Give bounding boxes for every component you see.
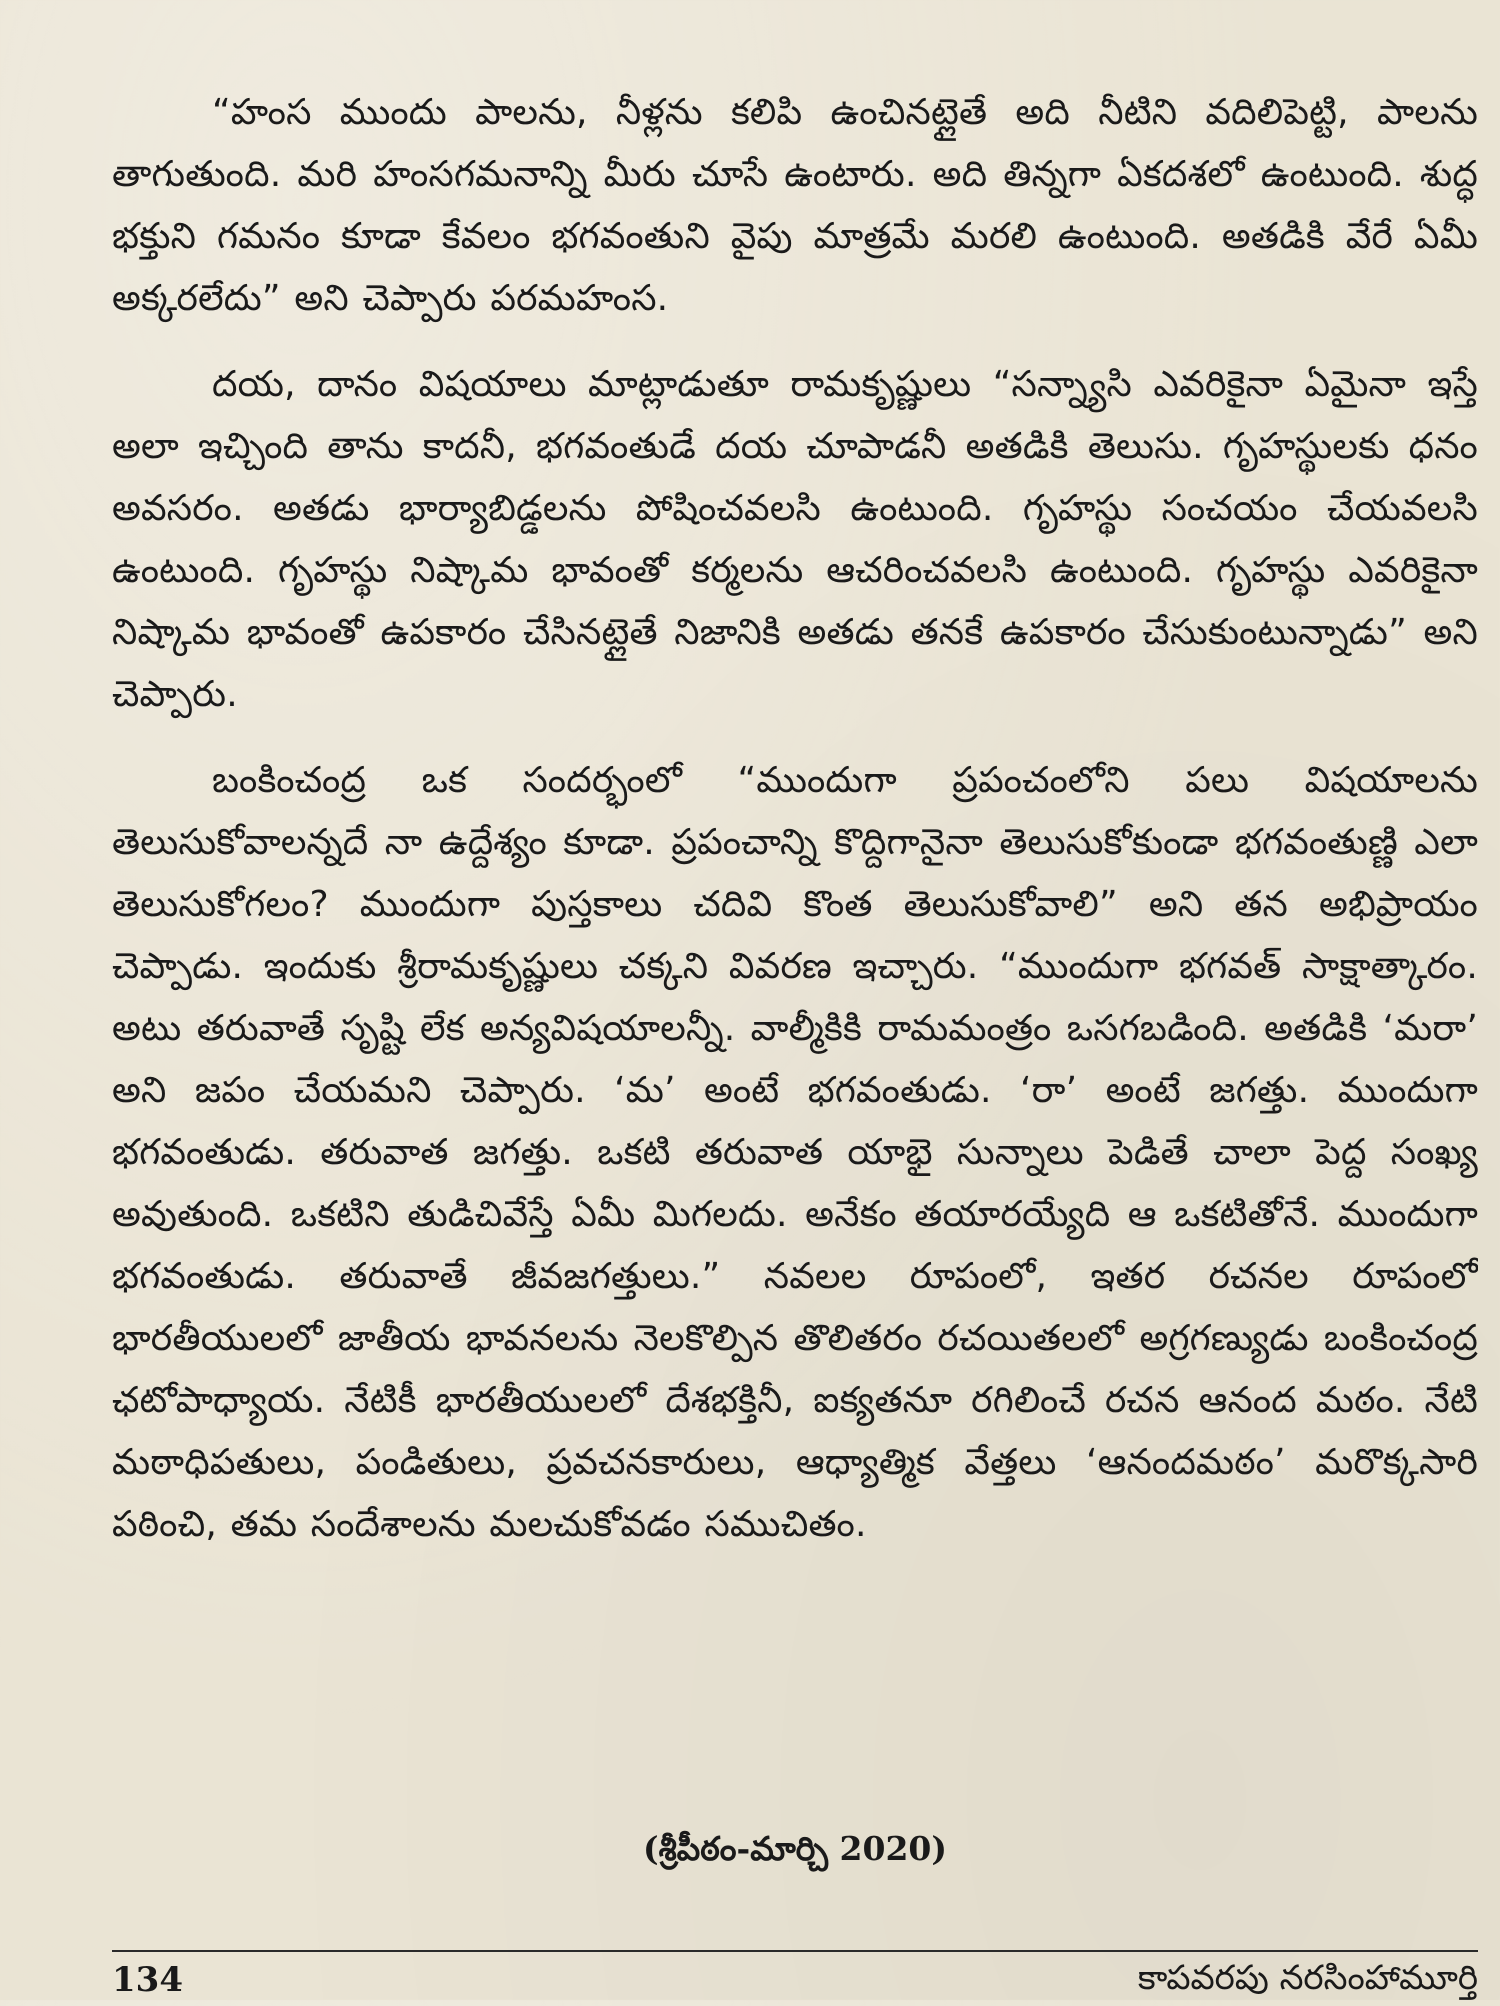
footer-divider (112, 1950, 1478, 1952)
paragraph-hamsa: “హంస ముందు పాలను, నీళ్లను కలిపి ఉంచినట్లైతే అది నీటిని వదిలిపెట్టి, పాలను తాగుతుంది. మరి హంసగమనాన్ని మీరు చూసే ఉంటారు. అది తిన్నగా ఏకదశలో ఉంటుంది. శుద్ధ భక్తుని గమనం కూడా కేవలం భగవంతుని వైపు మాత్రమే మరలి ఉంటుంది. అతడికి వేరే ఏమీ అక్కరలేదు” అని చెప్పారు పరమహంస. (112, 92, 1478, 319)
paragraph-daya-danam: దయ, దానం విషయాలు మాట్లాడుతూ రామకృష్ణులు “సన్న్యాసి ఎవరికైనా ఏమైనా ఇస్తే అలా ఇచ్చింది తాను కాదనీ, భగవంతుడే దయ చూపాడనీ అతడికి తెలుసు. గృహస్థులకు ధనం అవసరం. అతడు భార్యాబిడ్డలను పోషించవలసి ఉంటుంది. గృహస్థు సంచయం చేయవలసి ఉంటుంది. గృహస్థు నిష్కామ భావంతో కర్మలను ఆచరించవలసి ఉంటుంది. గృహస్థు ఎవరికైనా నిష్కామ భావంతో ఉపకారం చేసినట్లైతే నిజానికి అతడు తనకే ఉపకారం చేసుకుంటున్నాడు” అని చెప్పారు. (112, 364, 1478, 715)
source-citation: (శ్రీపీఠం-మార్చి 2020) (643, 1829, 947, 1868)
paragraph-bankimchandra: బంకించంద్ర ఒక సందర్భంలో “ముందుగా ప్రపంచంలోని పలు విషయాలను తెలుసుకోవాలన్నదే నా ఉద్దేశ్యం కూడా. ప్రపంచాన్ని కొద్దిగానైనా తెలుసుకోకుండా భగవంతుణ్ణి ఎలా తెలుసుకోగలం? ముందుగా పుస్తకాలు చదివి కొంత తెలుసుకోవాలి” అని తన అభిప్రాయం చెప్పాడు. ఇందుకు శ్రీరామకృష్ణులు చక్కని వివరణ ఇచ్చారు. “ముందుగా భగవత్ సాక్షాత్కారం. అటు తరువాతే సృష్టి లేక అన్యవిషయాలన్నీ. వాల్మీకికి రామమంత్రం ఒసగబడింది. అతడికి ‘మరా’ అని జపం చేయమని చెప్పారు. ‘మ’ అంటే భగవంతుడు. ‘రా’ అంటే జగత్తు. ముందుగా భగవంతుడు. తరువాత జగత్తు. ఒకటి తరువాత యాభై సున్నాలు పెడితే చాలా పెద్ద సంఖ్య అవుతుంది. ఒకటిని తుడిచివేస్తే ఏమీ మిగలదు. అనేకం తయారయ్యేది ఆ ఒకటితోనే. ముందుగా భగవంతుడు. తరువాతే జీవజగత్తులు.” నవలల రూపంలో, ఇతర రచనల రూపంలో భారతీయులలో జాతీయ భావనలను నెలకొల్పిన తొలితరం రచయితలలో అగ్రగణ్యుడు బంకించంద్ర ఛటోపాధ్యాయ. నేటికీ భారతీయులలో దేశభక్తినీ, ఐక్యతనూ రగిలించే రచన ఆనంద మఠం. నేటి మఠాధిపతులు, పండితులు, ప్రవచనకారులు, ఆధ్యాత్మిక వేత్తలు ‘ఆనందమఠం’ మరొక్కసారి పఠించి, తమ సందేశాలను మలచుకోవడం సముచితం. (112, 760, 1478, 1545)
book-page (112, 82, 1478, 2000)
page-number: 134 (112, 1960, 183, 2000)
body-text (112, 82, 1478, 1702)
author-name: కాపవరపు నరసింహామూర్తి (1137, 1958, 1478, 1998)
